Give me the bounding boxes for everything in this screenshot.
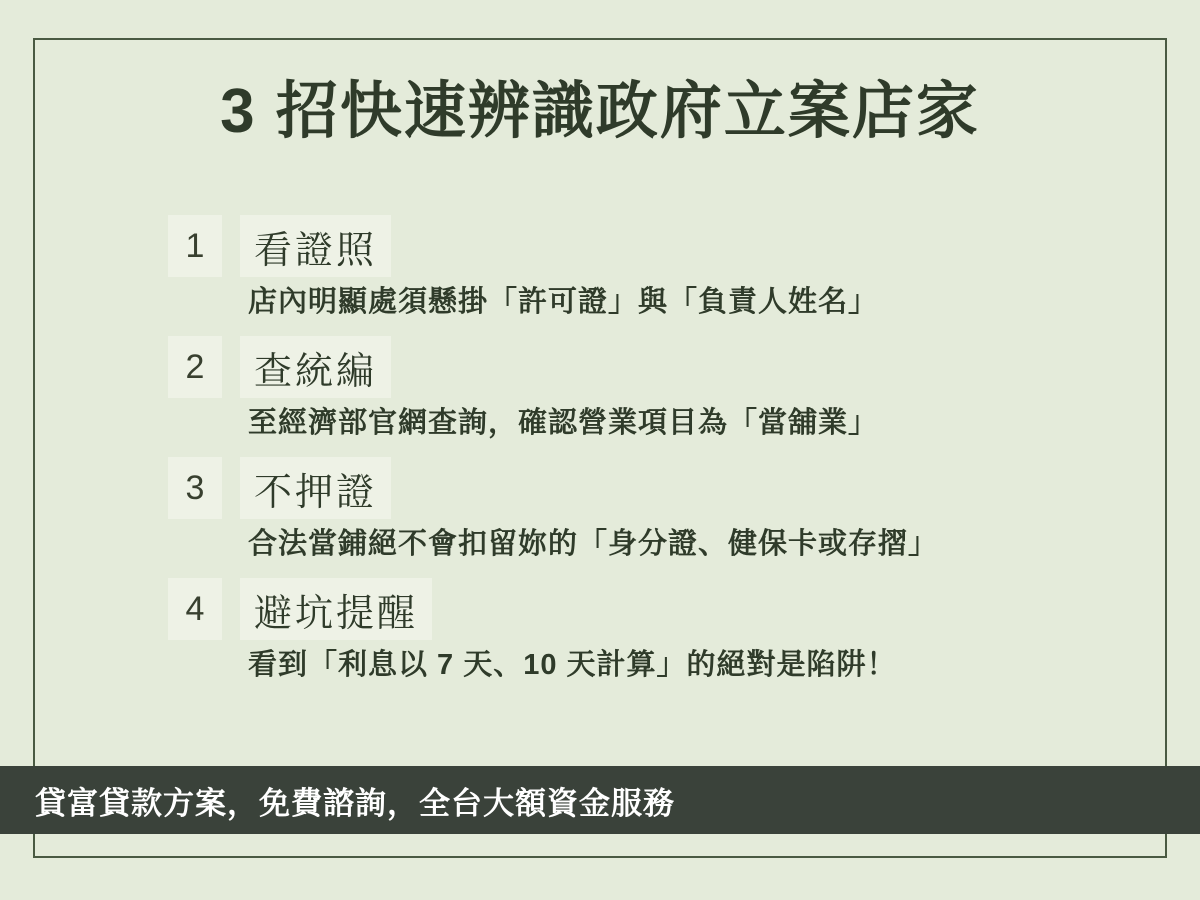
list-item-heading: 查統編 — [240, 336, 391, 398]
list-item-header — [168, 215, 1098, 277]
list-item — [168, 578, 1098, 685]
list-item-heading: 看證照 — [240, 215, 391, 277]
list-item-description: 至經濟部官網查詢，確認營業項目為「當舖業」 — [248, 407, 879, 440]
list-item-number: 3 — [168, 457, 222, 519]
list-item-description: 店內明顯處須懸掛「許可證」與「負責人姓名」 — [248, 286, 879, 318]
list-item — [168, 215, 1098, 322]
list-item-header — [168, 336, 1098, 398]
footer-bar — [0, 766, 1200, 834]
list-item-heading: 不押證 — [240, 457, 391, 519]
tips-list — [168, 215, 1098, 700]
list-item-description: 合法當鋪絕不會扣留妳的「身分證、健保卡或存摺」 — [248, 528, 939, 561]
list-item-header — [168, 578, 1098, 640]
list-item-description: 看到「利息以 7 天、10 天計算」的絕對是陷阱！ — [248, 649, 897, 682]
list-item-number: 1 — [168, 215, 222, 277]
list-item-heading: 避坑提醒 — [240, 578, 432, 640]
list-item — [168, 336, 1098, 443]
list-item — [168, 457, 1098, 564]
list-item-number: 2 — [168, 336, 222, 398]
page-title: 3 招快速辨識政府立案店家 — [220, 77, 980, 146]
list-item-header — [168, 457, 1098, 519]
footer-text: 貸富貸款方案，免費諮詢，全台大額資金服務 — [35, 785, 675, 821]
list-item-number: 4 — [168, 578, 222, 640]
